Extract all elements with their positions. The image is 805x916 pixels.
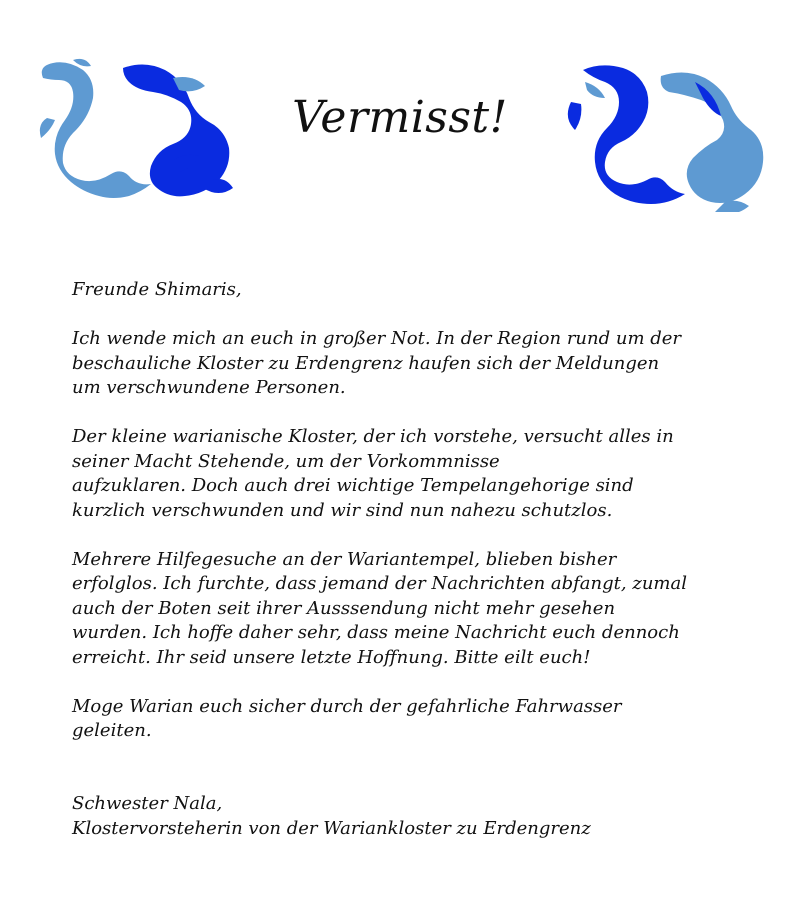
koi-fish-pair-icon <box>565 62 765 212</box>
paragraph-3: Mehrere Hilfegesuche an der Wariantempel, blieben bisher erfolglos. Ich furchte, dass jemand der Nachrichten abfangt, zumal auch der Boten seit ihrer Ausssendung nicht mehr gesehen wurden. Ich hoffe daher sehr, dass meine Nachricht euch dennoch erreicht. Ihr seid unsere letzte Hoffnung. Bitte eilt euch! <box>72 548 687 668</box>
signature-name: Schwester Nala, <box>72 793 223 814</box>
paragraph-4: Moge Warian euch sicher durch der gefahrliche Fahrwasser geleiten. <box>72 695 622 741</box>
letter-body <box>72 278 762 768</box>
paragraph-2: Der kleine warianische Kloster, der ich vorstehe, versucht alles in seiner Macht Stehende, um der Vorkommnisse aufzuklaren. Doch auch drei wichtige Tempelangehorige sind kurzlich verschwunden und wir sind nun nahezu schutzlos. <box>72 426 674 521</box>
koi-fish-pair-icon <box>33 58 233 208</box>
signature-role: Klostervorsteherin von der Wariankloster zu Erdengrenz <box>72 817 591 839</box>
greeting: Freunde Shimaris, <box>72 279 242 300</box>
page-title: Vermisst! <box>292 92 508 143</box>
paragraph-1: Ich wende mich an euch in großer Not. In der Region rund um der beschauliche Kloster zu Erdengrenz haufen sich der Meldungen um verschwundene Personen. <box>72 328 682 398</box>
signature <box>72 792 591 841</box>
